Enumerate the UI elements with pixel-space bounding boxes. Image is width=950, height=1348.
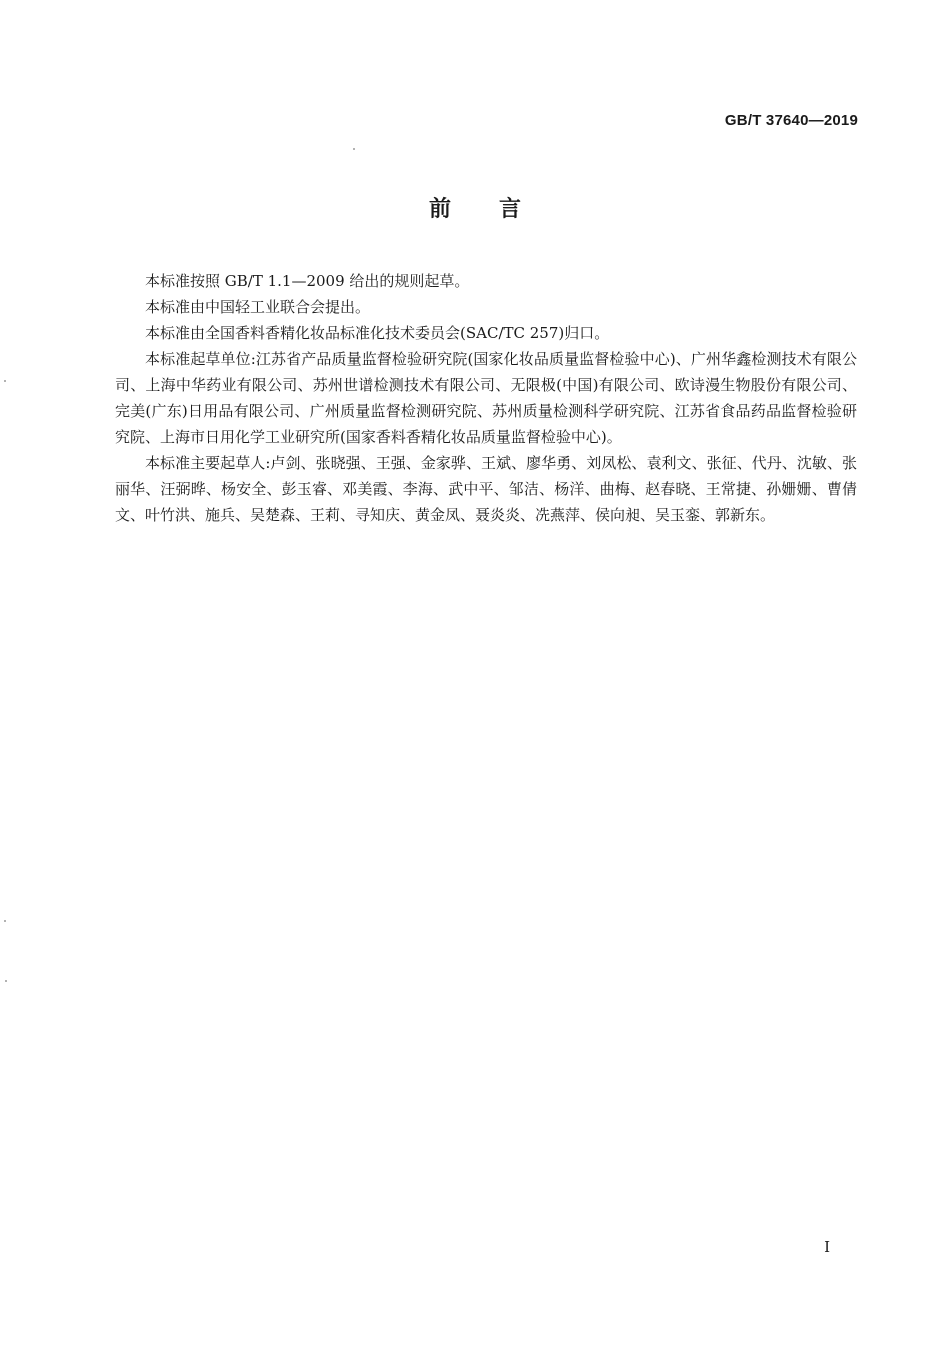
scan-speck (4, 380, 6, 382)
scan-speck (5, 980, 7, 982)
standard-number: GB/T 37640—2019 (724, 112, 858, 129)
page-title (0, 192, 950, 223)
paragraph-proposer: 本标准由中国轻工业联合会提出。 (145, 298, 371, 316)
page-number: I (824, 1238, 830, 1256)
scan-speck (353, 148, 355, 150)
paragraph-committee: 本标准由全国香料香精化妆品标准化技术委员会(SAC/TC 257)归口。 (145, 324, 610, 342)
paragraph-drafting-units: 本标准起草单位:江苏省产品质量监督检验研究院(国家化妆品质量监督检验中心)、广州华鑫检测技术有限公司、上海中华药业有限公司、苏州世谱检测技术有限公司、无限极(中国)有限公司、欧诗漫生物股份有限公司、完美(广东)日用品有限公司、广州质量监督检测研究院、苏州质量检测科学研究院、江苏省食品药品监督检验研究院、上海市日用化学工业研究所(国家香料香精化妆品质量监督检验中心)。 (115, 350, 857, 446)
title-char-1: 前 (428, 197, 451, 222)
title-char-2: 言 (499, 197, 522, 222)
paragraph-drafters: 本标准主要起草人:卢剑、张晓强、王强、金家骅、王斌、廖华勇、刘凤松、袁利文、张征、代丹、沈敏、张丽华、汪弼晔、杨安全、彭玉睿、邓美霞、李海、武中平、邹洁、杨洋、曲梅、赵春晓、王常捷、孙姗姗、曹倩文、叶竹洪、施兵、吴楚森、王莉、寻知庆、黄金凤、聂炎炎、冼燕萍、侯向昶、吴玉銮、郭新东。 (115, 454, 857, 524)
foreword-body (115, 268, 857, 528)
paragraph-drafting-rules: 本标准按照 GB/T 1.1—2009 给出的规则起草。 (145, 272, 470, 290)
scan-speck (4, 920, 6, 922)
